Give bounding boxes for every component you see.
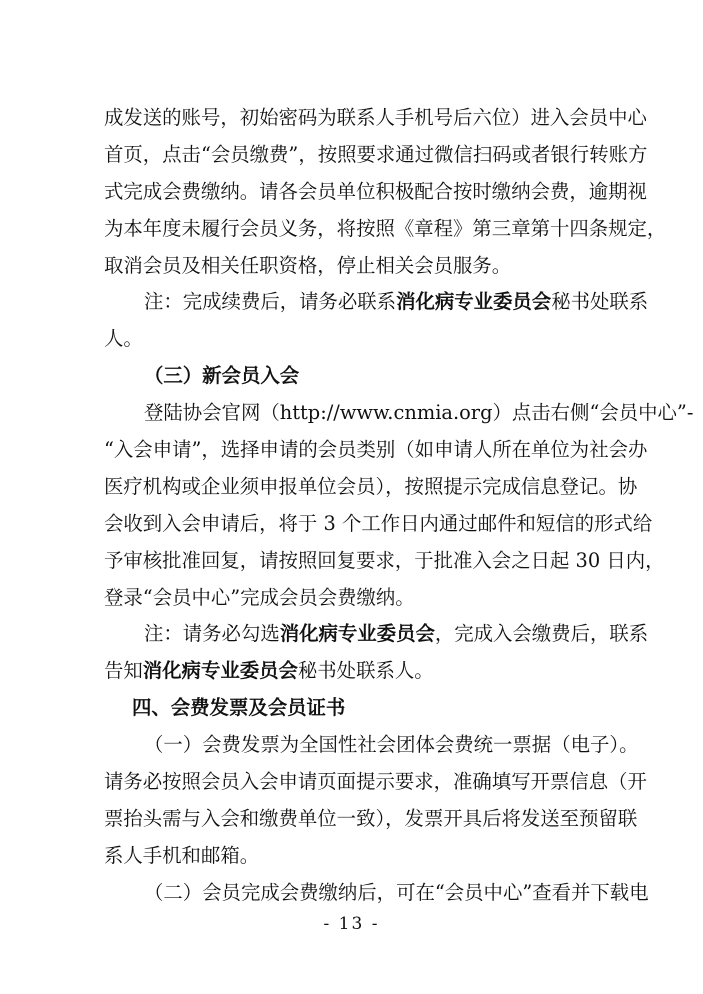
paragraph-line: 为本年度未履行会员义务，将按照《章程》第三章第十四条规定， xyxy=(104,216,667,240)
note-text: 注：请务必勾选 xyxy=(144,622,280,646)
paragraph-line: 首页，点击“会员缴费”，按照要求通过微信扫码或者银行转账方 xyxy=(104,142,648,166)
note-new-member-line2 xyxy=(104,653,616,690)
note-text: ，完成入会缴费后，联系 xyxy=(434,622,649,646)
paragraph-line: 医疗机构或企业须申报单位会员），按照提示完成信息登记。协 xyxy=(104,474,638,498)
paragraph-line: 登录“会员中心”完成会员会费缴纳。 xyxy=(104,585,415,609)
paragraph-line: 系人手机和邮箱。 xyxy=(104,843,260,867)
committee-name: 消化病专业委员会 xyxy=(279,622,435,646)
paragraph-line: 票抬头需与入会和缴费单位一致），发票开具后将发送至预留联 xyxy=(104,806,638,830)
paragraph-line: （二）会员完成会费缴纳后，可在“会员中心”查看并下载电 xyxy=(144,880,649,904)
page-number: - 13 - xyxy=(323,914,380,934)
note-text: 秘书处联系 xyxy=(551,290,649,314)
paragraph-line: 人。 xyxy=(104,327,143,351)
paragraph-line: 予审核批准回复，请按照回复要求，于批准入会之日起 30 日内， xyxy=(104,548,665,572)
section-heading: 四、会费发票及会员证书 xyxy=(132,696,346,720)
paragraph-line: 取消会员及相关任职资格，停止相关会员服务。 xyxy=(104,253,512,277)
document-body xyxy=(104,100,694,912)
paragraph-line: 成发送的账号，初始密码为联系人手机号后六位）进入会员中心 xyxy=(104,106,647,129)
paragraph-line: 请务必按照会员入会申请页面提示要求，准确填写开票信息（开 xyxy=(104,770,647,794)
note-text: 告知 xyxy=(104,659,143,683)
committee-name: 消化病专业委员会 xyxy=(396,290,552,314)
note-text: 秘书处联系人。 xyxy=(297,659,434,683)
note-text: 注：完成续费后，请务必联系 xyxy=(144,290,397,314)
note-new-member xyxy=(104,616,649,653)
paragraph-line: （一）会费发票为全国性社会团体会费统一票据（电子）。 xyxy=(144,733,639,757)
paragraph-line: “入会申请”，选择申请的会员类别（如申请人所在单位为社会办 xyxy=(104,438,648,462)
paragraph-line: 登陆协会官网（http://www.cnmia.org）点击右侧“会员中心”- xyxy=(144,401,694,425)
note-renewal xyxy=(104,284,649,321)
paragraph-line: 式完成会费缴纳。请各会员单位积极配合按时缴纳会费，逾期视 xyxy=(104,179,647,203)
section-heading: （三）新会员入会 xyxy=(144,364,300,388)
paragraph-line: 会收到入会申请后，将于 3 个工作日内通过邮件和短信的形式给 xyxy=(104,511,653,535)
committee-name: 消化病专业委员会 xyxy=(142,659,298,683)
